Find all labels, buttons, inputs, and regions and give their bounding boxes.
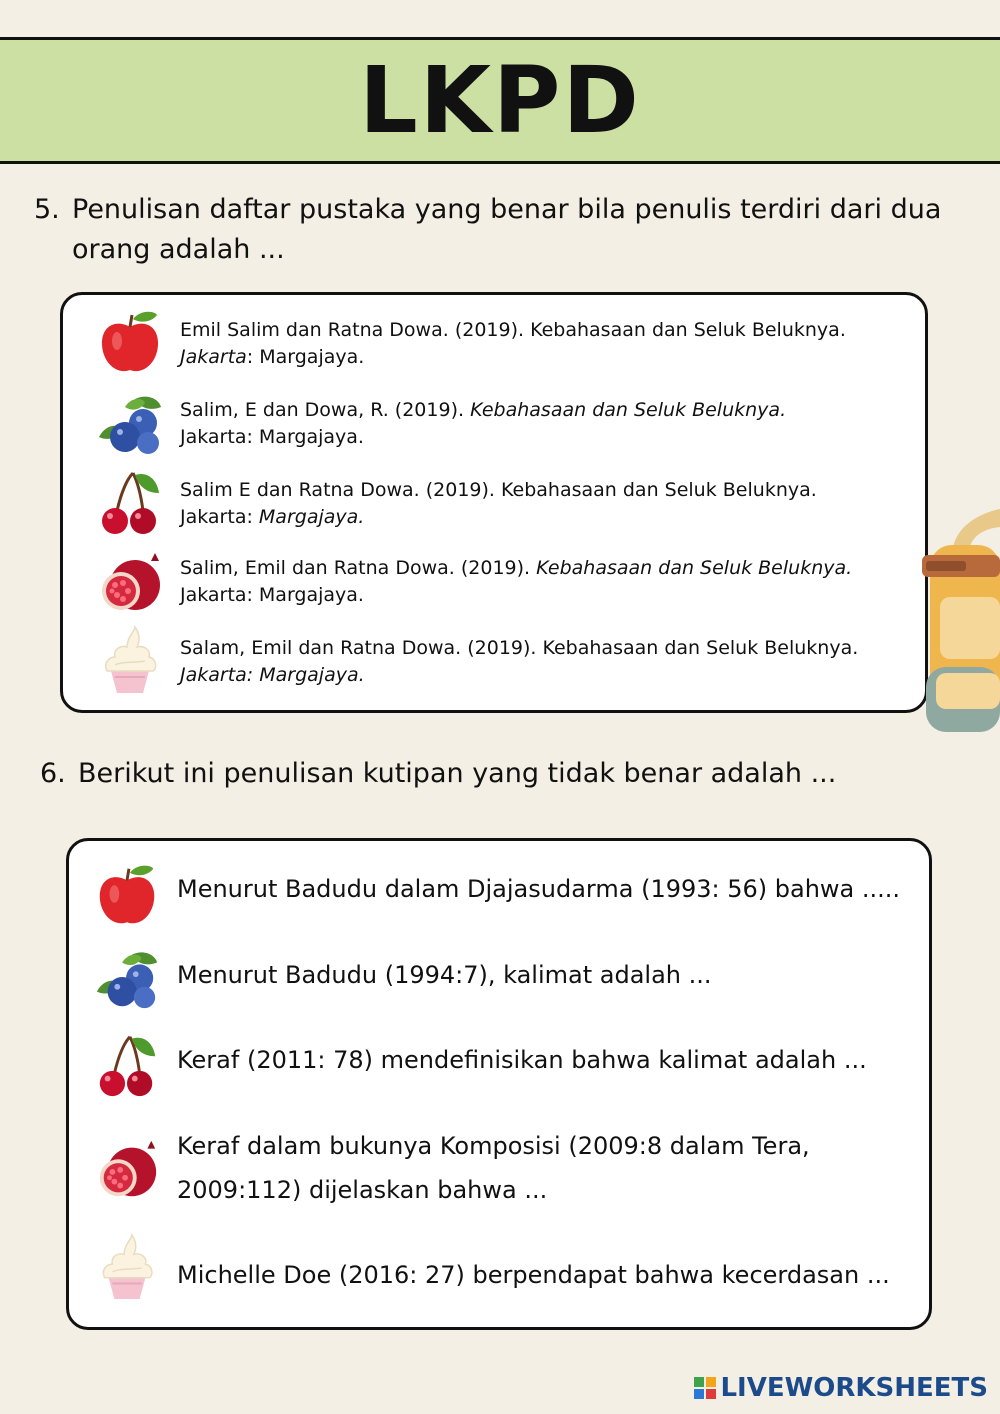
- option-text: Emil Salim dan Ratna Dowa. (2019). Kebahasaan dan Seluk Beluknya. Jakarta: Margajaya.: [180, 319, 846, 368]
- brand-name: LIVEWORKSHEETS: [720, 1373, 988, 1403]
- question-number: 5.: [34, 194, 60, 225]
- option-text: Salim E dan Ratna Dowa. (2019). Kebahasaan dan Seluk Beluknya. Jakarta: Margajaya.: [180, 479, 817, 528]
- header-banner: [0, 37, 1000, 164]
- pomegranate-icon: [93, 1135, 161, 1203]
- option-text: Menurut Badudu dalam Djajasudarma (1993: 56) bahwa .....: [177, 875, 901, 903]
- blueberry-icon: [95, 389, 165, 459]
- option-text: Keraf dalam bukunya Komposisi (2009:8 dalam Tera, 2009:112) dijelaskan bahwa ...: [177, 1132, 810, 1204]
- question-number: 6.: [40, 758, 66, 789]
- question-text: Penulisan daftar pustaka yang benar bila penulis terdiri dari dua: [72, 194, 942, 225]
- option-text: Salim, E dan Dowa, R. (2019). Kebahasaan dan Seluk Beluknya. Jakarta: Margajaya.: [180, 399, 787, 448]
- page-title: LKPD: [359, 46, 641, 154]
- apple-icon: [93, 861, 161, 929]
- question-5: [34, 190, 964, 270]
- ice-cream-icon: [93, 1233, 161, 1301]
- question-text-continued: orang adalah ...: [72, 234, 285, 265]
- liveworksheets-logo-icon: [694, 1377, 716, 1399]
- option-text: Keraf (2011: 78) mendefinisikan bahwa kalimat adalah ...: [177, 1046, 867, 1074]
- footer-branding: [694, 1373, 988, 1403]
- option-text: Michelle Doe (2016: 27) berpendapat bahwa kecerdasan ...: [177, 1261, 890, 1289]
- answer-box-q6: [66, 838, 932, 1330]
- option-text: Salim, Emil dan Ratna Dowa. (2019). Kebahasaan dan Seluk Beluknya. Jakarta: Margajaya.: [180, 557, 853, 606]
- backpack-decoration: [922, 497, 1000, 732]
- cherry-icon: [93, 1031, 161, 1099]
- cherry-icon: [95, 467, 165, 537]
- pomegranate-icon: [95, 547, 165, 617]
- answer-box-q5: [60, 292, 928, 713]
- question-text: Berikut ini penulisan kutipan yang tidak benar adalah ...: [78, 758, 837, 789]
- option-text: Salam, Emil dan Ratna Dowa. (2019). Kebahasaan dan Seluk Beluknya. Jakarta: Margajaya.: [180, 637, 859, 686]
- ice-cream-icon: [95, 625, 165, 695]
- apple-icon: [95, 307, 165, 377]
- option-text: Menurut Badudu (1994:7), kalimat adalah ...: [177, 961, 712, 989]
- blueberry-icon: [93, 945, 161, 1013]
- question-6: [40, 754, 940, 794]
